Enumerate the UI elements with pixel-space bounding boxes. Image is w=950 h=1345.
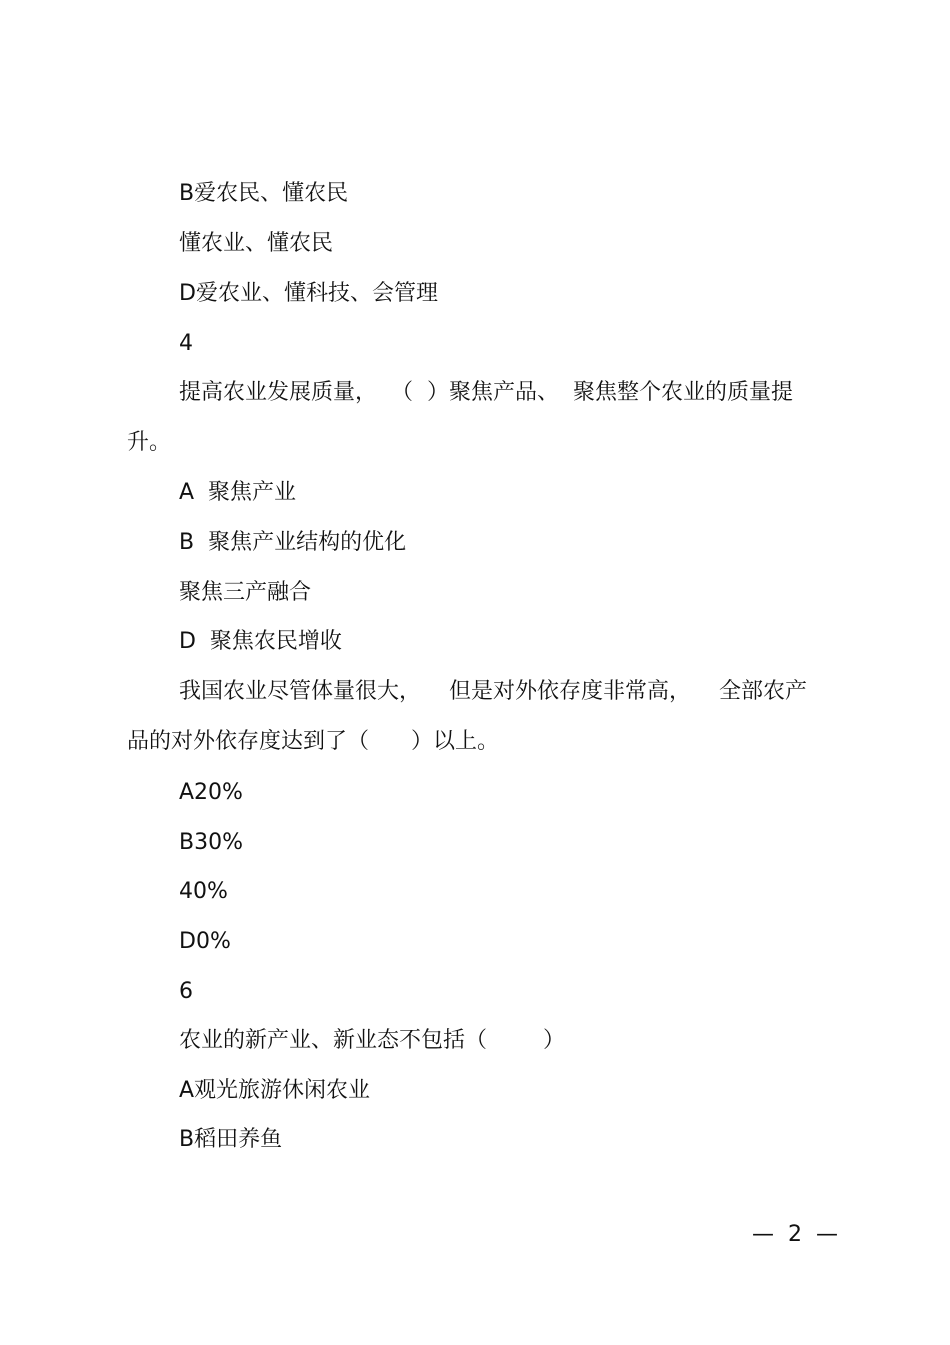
question-number-6: 6 (179, 979, 193, 1004)
page-number: — 2 — (752, 1222, 838, 1247)
option-a-20-percent: A20% (179, 780, 243, 805)
option-b-love-farmers: B爱农民、懂农民 (179, 181, 349, 206)
question-5-text-line-2: 品的对外依存度达到了（ ）以上。 (127, 729, 499, 754)
option-d-focus-income: D 聚焦农民增收 (179, 629, 342, 654)
option-c-focus-integration: 聚焦三产融合 (179, 580, 312, 605)
question-5-text-line-1: 我国农业尽管体量很大， 但是对外依存度非常高， 全部农产 (179, 679, 807, 704)
option-d-0-percent: D0% (179, 929, 231, 954)
option-a-focus-industry: A 聚焦产业 (179, 480, 297, 505)
option-b-focus-structure: B 聚焦产业结构的优化 (179, 530, 407, 555)
question-number-4: 4 (179, 331, 193, 356)
question-6-text: 农业的新产业、新业态不包括（ ） (179, 1028, 565, 1053)
option-b-30-percent: B30% (179, 830, 243, 855)
option-d-love-agriculture: D爱农业、懂科技、会管理 (179, 281, 438, 306)
question-4-text-line-2: 升。 (127, 430, 172, 455)
option-b-rice-fish: B稻田养鱼 (179, 1127, 283, 1152)
question-4-text-line-1: 提高农业发展质量， （ ）聚焦产品、 聚焦整个农业的质量提 (179, 380, 793, 405)
option-a-tourism-agriculture: A观光旅游休闲农业 (179, 1078, 371, 1103)
option-c-understand-agriculture: 懂农业、懂农民 (179, 231, 334, 256)
option-c-40-percent: 40% (179, 879, 228, 904)
